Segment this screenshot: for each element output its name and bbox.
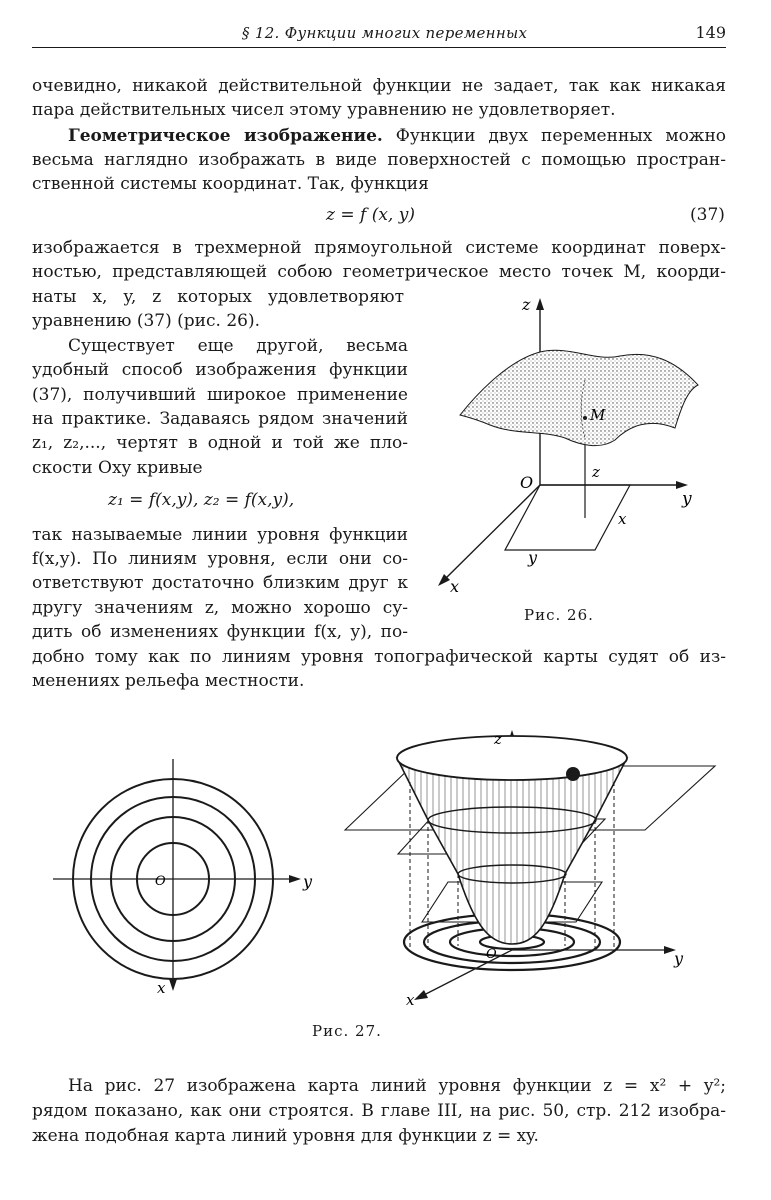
- y-axis-label: y: [303, 872, 313, 891]
- page-number: 149: [695, 23, 726, 42]
- origin-label: O: [486, 947, 497, 962]
- y-axis-arrow: [676, 481, 688, 489]
- paraboloid-rim: [397, 736, 627, 780]
- figure-26-caption: Рис. 26.: [524, 606, 594, 624]
- text-line: (37), получивший широкое применение: [32, 385, 408, 405]
- y-axis-arrow: [289, 875, 301, 883]
- text-line: пара действительных чисел этому уравнению не удовлетворяет.: [32, 100, 616, 120]
- formula-37: z = f (x, y): [326, 205, 415, 225]
- text-line: ностью, представляющей собою геометрическое место точек M, коорди-: [32, 262, 726, 282]
- x-axis: [420, 950, 512, 997]
- text-line: так называемые линии уровня функции: [32, 525, 408, 545]
- x-axis-label: x: [406, 991, 415, 1009]
- paraboloid: [397, 758, 627, 944]
- y-axis-label: y: [682, 489, 692, 509]
- text-line: На рис. 27 изображена карта линий уровня функции z = x² + y²;: [68, 1076, 726, 1096]
- figure-26: [420, 290, 720, 600]
- text-line: жена подобная карта линий уровня для функции z = xy.: [32, 1126, 539, 1146]
- running-title: § 12. Функции многих переменных: [242, 24, 528, 42]
- text-line: весьма наглядно изображать в виде поверхностей с помощью простран-: [32, 150, 726, 170]
- text-line: скости Oxy кривые: [32, 458, 203, 478]
- text-line: рядом показано, как они строятся. В главе III, на рис. 50, стр. 212 изобра-: [32, 1101, 726, 1121]
- z-axis-label: z: [522, 295, 531, 314]
- text-line: Существует еще другой, весьма: [68, 336, 408, 356]
- figure-27-caption: Рис. 27.: [312, 1022, 382, 1040]
- text-line: ственной системы координат. Так, функция: [32, 174, 429, 194]
- text-fragment: Функции двух переменных можно: [395, 126, 727, 146]
- z-axis-arrow: [536, 298, 544, 310]
- origin-label: O: [520, 473, 534, 492]
- text-line: менениях рельефа местности.: [32, 671, 305, 691]
- text-line: дить об изменениях функции f(x, y), по-: [32, 622, 408, 642]
- text-line: очевидно, никакой действительной функции не задает, так как никакая: [32, 76, 726, 96]
- surface: [460, 350, 698, 445]
- x-segment-label: x: [618, 510, 627, 528]
- x-axis-label: x: [450, 577, 460, 596]
- text-line: [68, 124, 726, 148]
- section-heading: Геометрическое изображение.: [68, 126, 383, 146]
- text-line: на практике. Задаваясь рядом значений: [32, 409, 408, 429]
- text-line: добно тому как по линиям уровня топографической карты судят об из-: [32, 647, 726, 667]
- y-axis-label: y: [674, 949, 684, 968]
- y-segment-label: y: [528, 548, 538, 567]
- text-line: удобный способ изображения функции: [32, 360, 408, 380]
- x-axis: [442, 485, 540, 582]
- x-axis-label: x: [157, 979, 166, 997]
- text-line: изображается в трехмерной прямоугольной системе координат поверх-: [32, 238, 726, 258]
- origin-label: O: [155, 874, 166, 889]
- equation-number: (37): [690, 205, 725, 225]
- x-axis-arrow: [169, 979, 177, 991]
- projection-rectangle: [505, 485, 630, 550]
- z-axis-label: z: [494, 730, 502, 748]
- z-segment-label: z: [592, 463, 600, 481]
- point-marker: [566, 767, 580, 781]
- text-line: f(x,y). По линиям уровня, если они со-: [32, 549, 408, 569]
- text-line: другу значениям z, можно хорошо су-: [32, 598, 408, 618]
- point-m-label: M: [590, 406, 606, 424]
- formula-level-lines: z₁ = f(x,y), z₂ = f(x,y),: [108, 490, 295, 510]
- text-line: z₁, z₂,..., чертят в одной и той же пло-: [32, 433, 408, 453]
- figure-27-construction: [340, 722, 720, 1012]
- text-line: наты x, y, z которых удовлетворяют: [32, 287, 404, 307]
- text-line: ответствуют достаточно близким друг к: [32, 573, 408, 593]
- x-axis-arrow: [414, 990, 428, 1000]
- text-line: уравнению (37) (рис. 26).: [32, 311, 260, 331]
- figure-27-level-map: [45, 745, 325, 1000]
- header-rule: [32, 47, 726, 48]
- point-m: [583, 416, 587, 420]
- page-header: [32, 22, 726, 46]
